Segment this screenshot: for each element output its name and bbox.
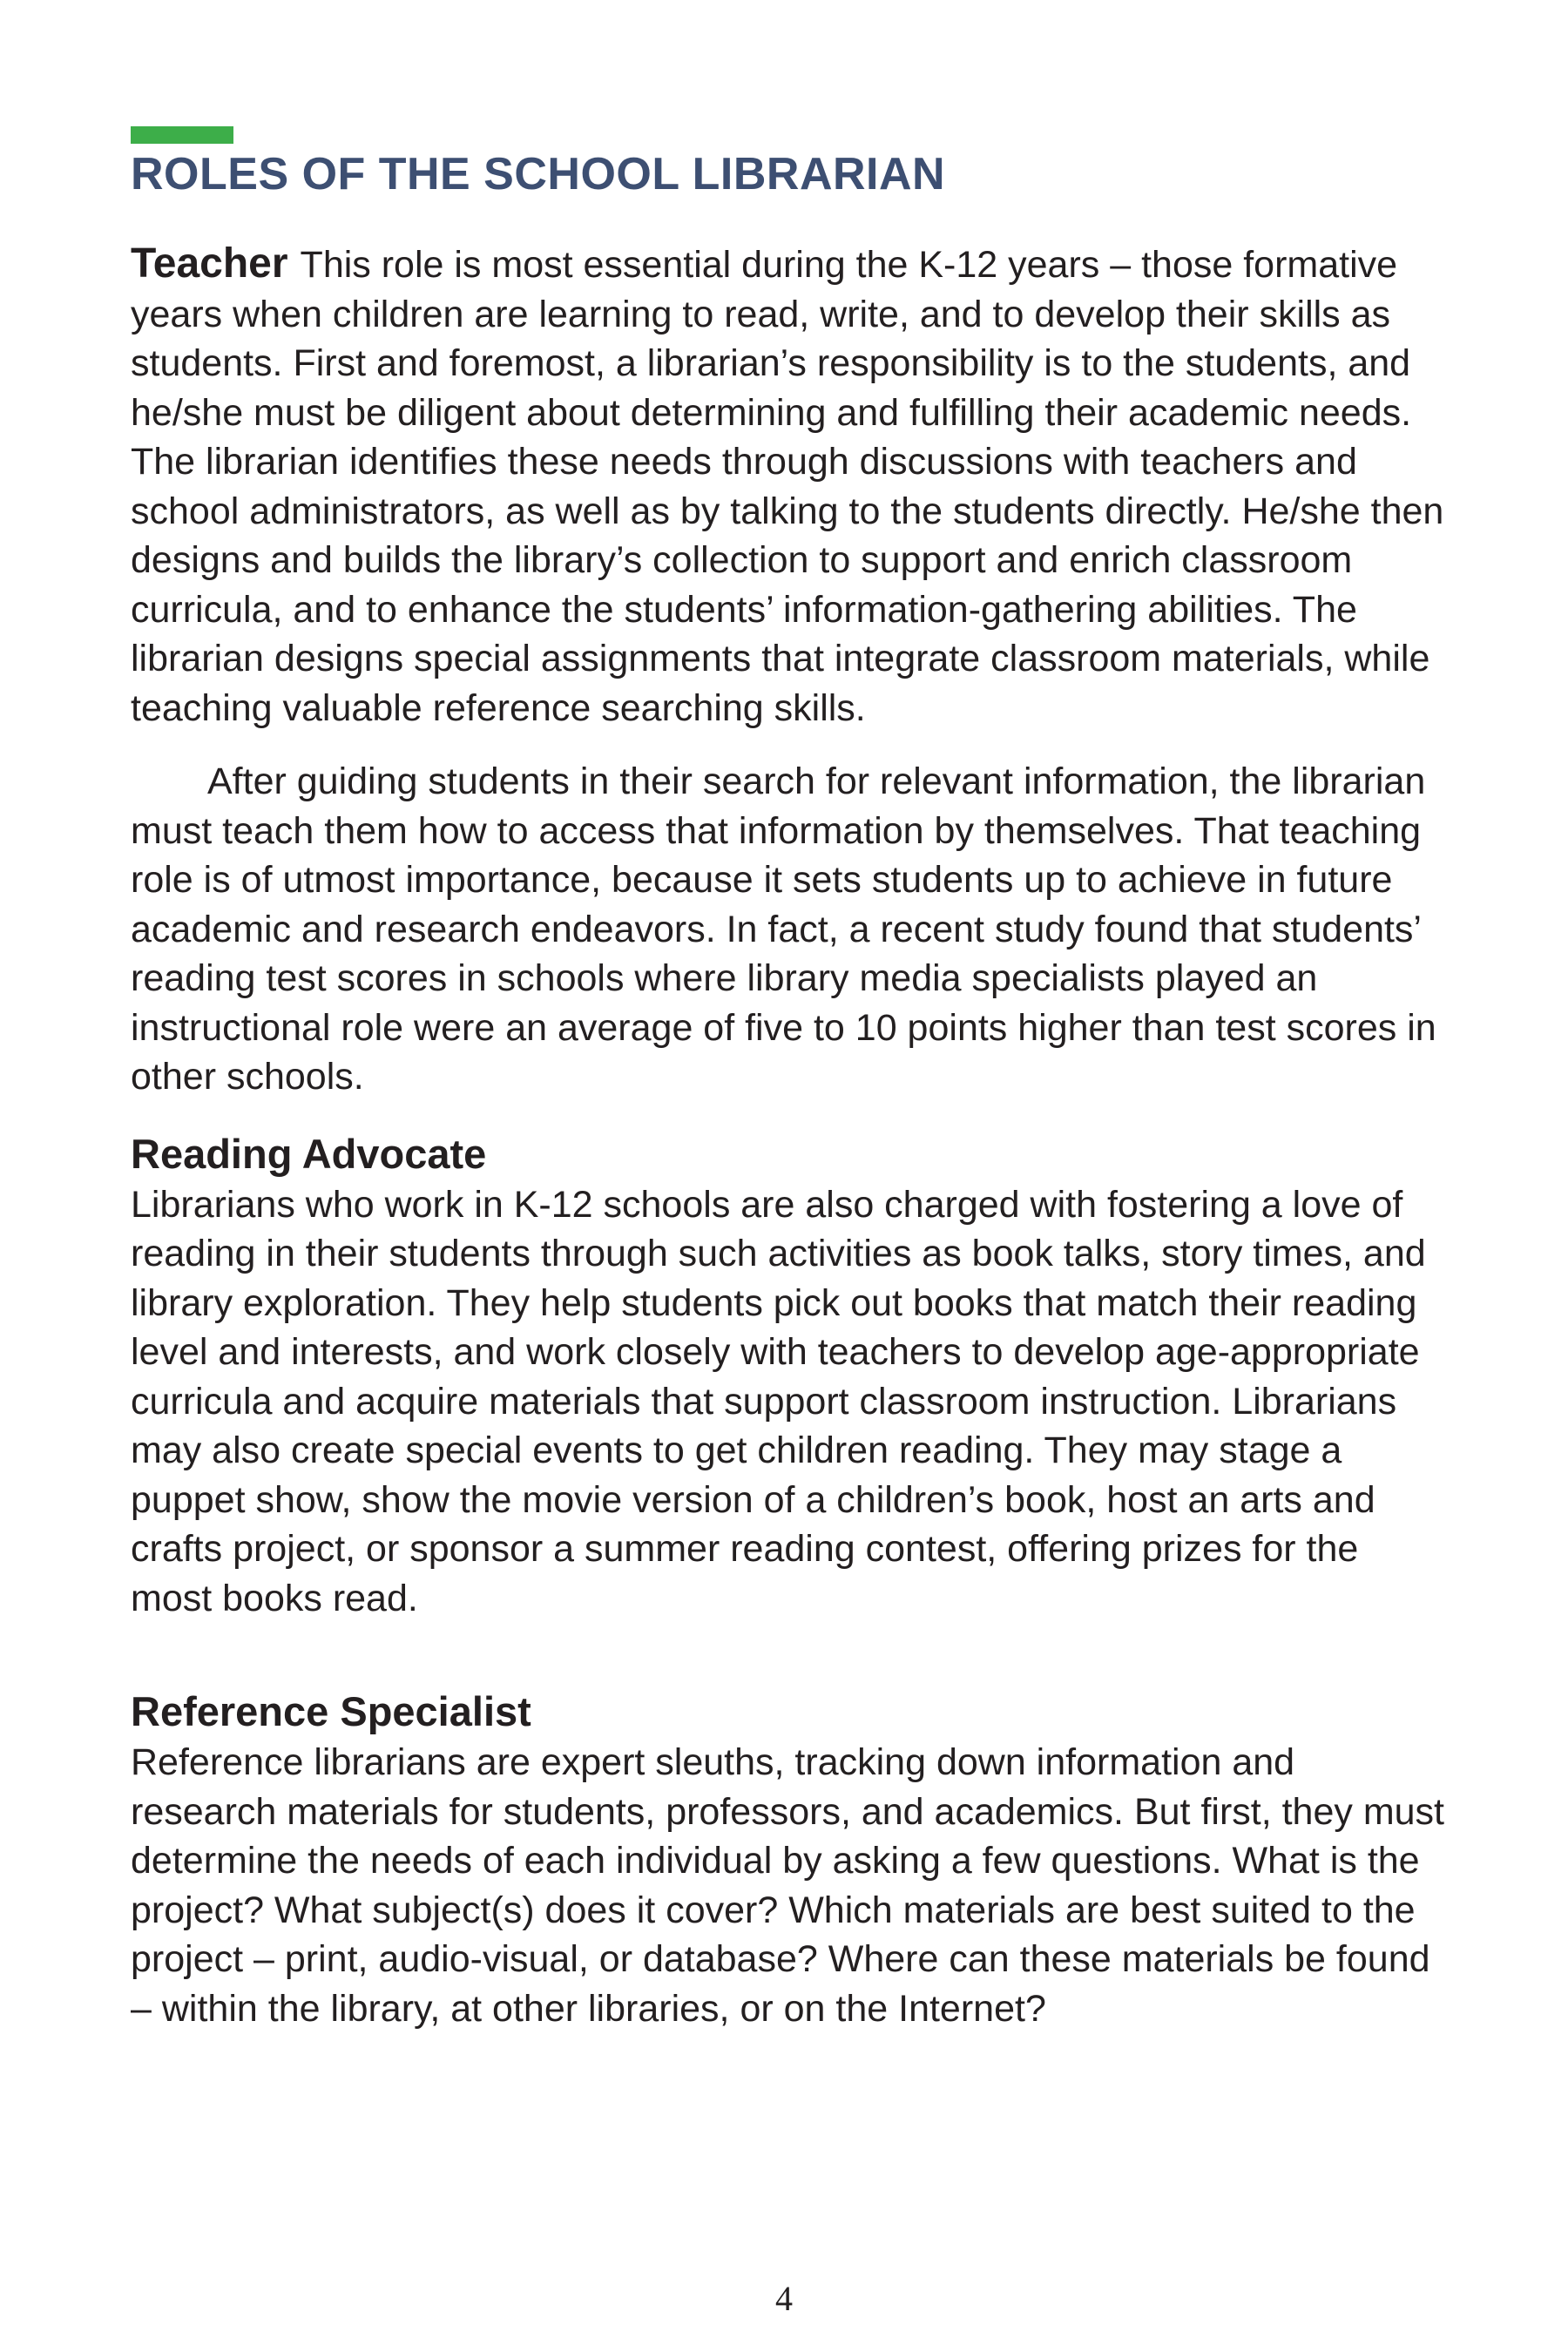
teacher-paragraph xyxy=(131,240,1446,733)
teacher-heading: Teacher xyxy=(131,240,288,287)
accent-bar xyxy=(131,126,233,144)
reading-advocate-paragraph: Librarians who work in K-12 schools are also charged with fostering a love of reading in their students through such activities as book talks, story times, and library exploration. They help students pick out books that match their reading level and interests, and work closely with teachers to develop age-appropriate curricula and acquire materials that support classroom instruction. Librarians may also create special events to get children reading. They may stage a puppet show, show the movie version of a children’s book, host an arts and crafts project, or sponsor a summer reading contest, offering prizes for the most books read. xyxy=(131,1183,1426,1619)
reading-advocate-heading: Reading Advocate xyxy=(131,1130,487,1177)
teacher-paragraph-text: This role is most essential during the K-12 years – those formative years when children are learning to read, write, and to develop their skills as students. First and foremost, a librarian’s responsibility is to the students, and he/she must be diligent about determining and fulfilling their academic needs. The librarian identifies these needs through discussions with teachers and school administrators, as well as by talking to the students directly. He/she then designs and builds the library’s collection to support and enrich classroom curricula, and to enhance the students’ information-gathering abilities. The librarian designs special assignments that integrate classroom materials, while teaching valuable reference searching skills. xyxy=(131,244,1444,729)
teacher-paragraph-2: After guiding students in their search for relevant information, the librarian must teach them how to access that information by themselves. That teaching role is of utmost importance, because it sets students up to achieve in future academic and research endeavors. In fact, a recent study found that students’ reading test scores in schools where library media specialists played an instructional role were an average of five to 10 points higher than test scores in other schools. xyxy=(131,760,1436,1098)
reference-specialist-heading: Reference Specialist xyxy=(131,1688,531,1735)
reference-specialist-paragraph: Reference librarians are expert sleuths, tracking down information and research materials for students, professors, and academics. But first, they must determine the needs of each individual by asking a few questions. What is the project? What subject(s) does it cover? Which materials are best suited to the project – print, audio-visual, or database? Where can these materials be found – within the library, at other libraries, or on the Internet? xyxy=(131,1741,1445,2030)
page-title: ROLES OF THE SCHOOL LIBRARIAN xyxy=(131,149,946,199)
page-number: 4 xyxy=(775,2279,793,2318)
page-content xyxy=(131,126,1446,2033)
